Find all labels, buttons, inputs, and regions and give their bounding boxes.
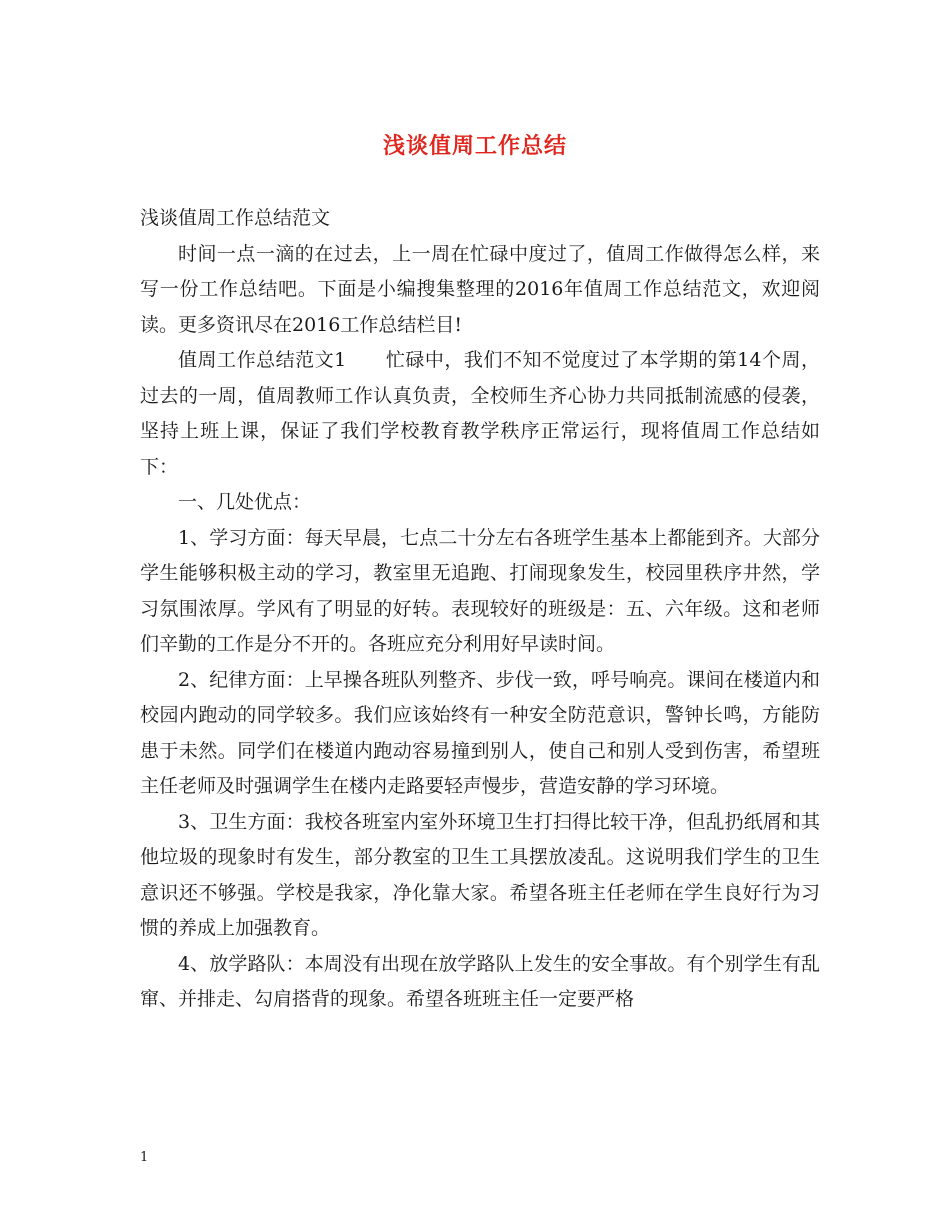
study-paragraph: 1、学习方面：每天早晨，七点二十分左右各班学生基本上都能到齐。大部分学生能够积极主动的学习，教室里无追跑、打闹现象发生，校园里秩序井然，学习氛围浓厚。学风有了明显的好转。表现较好的班级是：五、六年级。这和老师们辛勤的工作是分不开的。各班应充分利用好早读时间。 <box>140 526 820 655</box>
document-title: 浅谈值周工作总结 <box>382 133 567 159</box>
intro-paragraph: 时间一点一滴的在过去，上一周在忙碌中度过了，值周工作做得怎么样，来写一份工作总结吧。下面是小编搜集整理的2016年值周工作总结范文，欢迎阅读。更多资讯尽在2016工作总结栏目! <box>140 242 820 336</box>
discipline-paragraph: 2、纪律方面：上早操各班队列整齐、步伐一致，呼号响亮。课间在楼道内和校园内跑动的同学较多。我们应该始终有一种安全防范意识，警钟长鸣，方能防患于未然。同学们在楼道内跑动容易撞到别人，使自己和别人受到伤害，希望班主任老师及时强调学生在楼内走路要轻声慢步，营造安静的学习环境。 <box>140 668 820 797</box>
section-heading: 一、几处优点： <box>178 491 312 513</box>
page-number: 1 <box>140 1150 149 1165</box>
hygiene-paragraph: 3、卫生方面：我校各班室内室外环境卫生打扫得比较干净，但乱扔纸屑和其他垃圾的现象时有发生，部分教室的卫生工具摆放凌乱。这说明我们学生的卫生意识还不够强。学校是我家，净化靠大家。希望各班主任老师在学生良好行为习惯的养成上加强教育。 <box>140 810 820 939</box>
summary-intro-paragraph: 值周工作总结范文1 忙碌中，我们不知不觉度过了本学期的第14个周，过去的一周，值周教师工作认真负责，全校师生齐心协力共同抵制流感的侵袭，坚持上班上课，保证了我们学校教育教学秩序正常运行，现将值周工作总结如下： <box>140 349 820 478</box>
dismissal-paragraph: 4、放学路队：本周没有出现在放学路队上发生的安全事故。有个别学生有乱窜、并排走、勾肩搭背的现象。希望各班班主任一定要严格 <box>140 952 820 1010</box>
subtitle-paragraph: 浅谈值周工作总结范文 <box>140 207 331 229</box>
document-body <box>140 201 820 1018</box>
